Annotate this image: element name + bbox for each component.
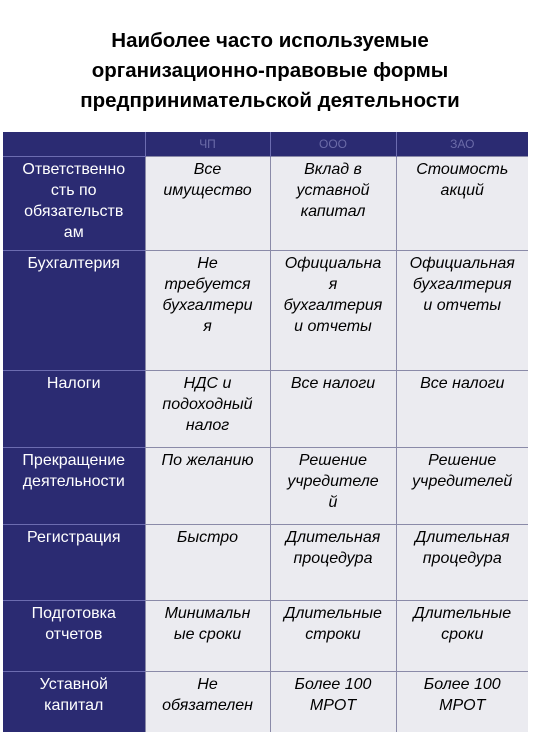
table-row (3, 371, 528, 448)
table-row (3, 157, 528, 251)
table-cell: НДС и подоходный налог (145, 371, 270, 448)
title-line: предпринимательской деятельности (80, 89, 460, 112)
row-label: Уставной капитал (3, 672, 145, 732)
table-row (3, 251, 528, 371)
row-label: Бухгалтерия (3, 251, 145, 371)
table-cell: Официальна я бухгалтерия и отчеты (270, 251, 396, 371)
table-cell: По желанию (145, 448, 270, 525)
table-cell: Длительные строки (270, 601, 396, 672)
row-label: Ответственно сть по обязательств ам (3, 157, 145, 251)
table-cell: Все налоги (270, 371, 396, 448)
table-cell: Минимальн ые сроки (145, 601, 270, 672)
table-cell: Не требуется бухгалтери я (145, 251, 270, 371)
title-line: организационно-правовые формы (91, 59, 449, 82)
title-line: Наиболее часто используемые (111, 29, 429, 52)
table-cell: Стоимость акций (396, 157, 528, 251)
table-row (3, 601, 528, 672)
column-header: ООО (270, 132, 396, 157)
table-row (3, 672, 528, 732)
row-label: Прекращение деятельности (3, 448, 145, 525)
table-cell: Не обязателен (145, 672, 270, 732)
row-label: Регистрация (3, 525, 145, 601)
column-header: ЗАО (396, 132, 528, 157)
table-cell: Быстро (145, 525, 270, 601)
table-cell: Длительная процедура (396, 525, 528, 601)
table-cell: Официальная бухгалтерия и отчеты (396, 251, 528, 371)
header-corner (3, 132, 145, 157)
table-cell: Длительные сроки (396, 601, 528, 672)
table-cell: Все налоги (396, 371, 528, 448)
page-title (0, 26, 540, 116)
row-label: Налоги (3, 371, 145, 448)
row-label: Подготовка отчетов (3, 601, 145, 672)
table-cell: Решение учредителей (396, 448, 528, 525)
table-cell: Вклад в уставной капитал (270, 157, 396, 251)
table-cell: Более 100 МРОТ (270, 672, 396, 732)
table-cell: Решение учредителе й (270, 448, 396, 525)
table-row (3, 448, 528, 525)
table-row (3, 525, 528, 601)
table-cell: Более 100 МРОТ (396, 672, 528, 732)
table-cell: Длительная процедура (270, 525, 396, 601)
column-header: ЧП (145, 132, 270, 157)
comparison-table (3, 132, 528, 732)
table-cell: Все имущество (145, 157, 270, 251)
table-header-row (3, 132, 528, 157)
